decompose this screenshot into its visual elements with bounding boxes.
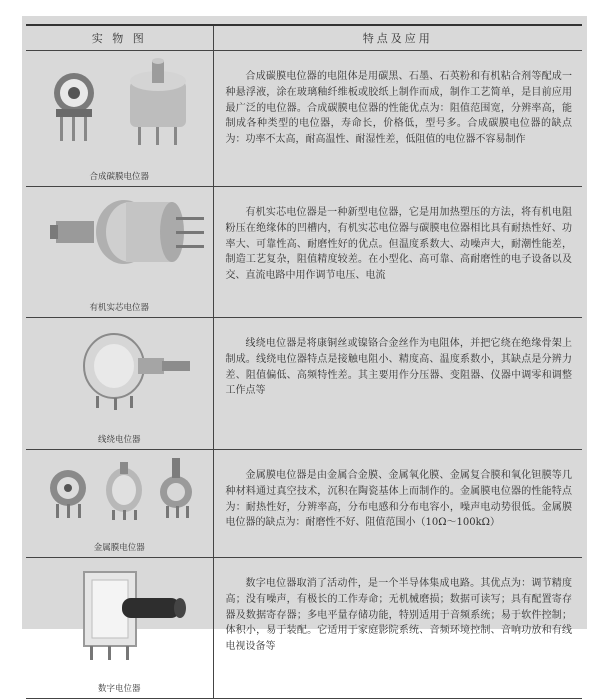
- wirewound-potentiometer-image: [26, 318, 213, 413]
- description-cell: 金属膜电位器是由金属合金膜、金属氧化膜、金属复合膜和氧化钽膜等几种材料通过真空技术，沉积在陶瓷基体上而制作的。金属膜电位器的性能特点为：耐热性好，分辨率高，分布电感和分布电容小，噪声电动势很低。金属膜电位器的缺点为：耐磨性不好、阻值范围小（10Ω～100kΩ）: [213, 450, 582, 558]
- table-row: [26, 450, 582, 558]
- header-features: 特点及应用: [213, 25, 582, 51]
- photo-cell: [26, 318, 213, 450]
- organic-solid-potentiometer-image: [26, 187, 213, 282]
- photo-caption: 线绕电位器: [97, 435, 141, 445]
- description-cell: 合成碳膜电位器的电阻体是用碳黑、石墨、石英粉和有机粘合剂等配成一种悬浮液，涂在玻璃釉纤维板或胶纸上制作而成，制作工艺简单，是目前应用最广泛的电位器。合成碳膜电位器的性能优点为：阻值范围宽，分辨率高，能制成各种类型的电位器，寿命长，价格低，型号多。合成碳膜电位器的缺点为：功率不太高，耐高温性、耐湿性差，低阻值的电位器不容易制作: [213, 51, 582, 187]
- photo-caption: 数字电位器: [97, 684, 141, 694]
- scanned-page: [22, 16, 587, 694]
- photo-cell: [26, 187, 213, 318]
- photo-caption: 金属膜电位器: [93, 543, 145, 553]
- photo-cell: [26, 51, 213, 187]
- description-cell: 数字电位器取消了活动件，是一个半导体集成电路。其优点为：调节精度高；没有噪声，有极长的工作寿命；无机械磨损；数据可读写；具有配置寄存器及数据寄存器；多电平量存储功能，特别适用于音频系统；易于软件控制；体积小，易于装配。它适用于家庭影院系统、音频环境控制、音响功放和有线电视设备等: [213, 558, 582, 699]
- table-row: [26, 318, 582, 450]
- photo-caption: 有机实芯电位器: [89, 303, 149, 313]
- photo-caption: 合成碳膜电位器: [89, 172, 149, 182]
- description-cell: 有机实芯电位器是一种新型电位器，它是用加热塑压的方法，将有机电阻粉压在绝缘体的凹槽内，有机实芯电位器与碳膜电位器相比具有耐热性好、功率大、可靠性高、耐磨性好的优点。但温度系数大、动噪声大，耐潮性能差，制造工艺复杂，阻值精度较差。在小型化、高可靠、高耐磨性的电子设备以及交、直流电路中用作调节电压、电流: [213, 187, 582, 318]
- metal-film-potentiometer-image: [26, 450, 213, 522]
- photo-cell: [26, 450, 213, 558]
- potentiometer-table: [26, 24, 582, 699]
- table-row: [26, 51, 582, 187]
- digital-potentiometer-image: [26, 558, 213, 664]
- table-row: [26, 558, 582, 699]
- photo-cell: [26, 558, 213, 699]
- carbon-film-potentiometer-image: [26, 51, 213, 151]
- description-cell: 线绕电位器是将康铜丝或镍铬合金丝作为电阻体，并把它绕在绝缘骨架上制成。线绕电位器特点是接触电阻小、精度高、温度系数小，其缺点是分辨力差、阻值偏低、高频特性差。其主要用作分压器、变阻器、仪器中调零和调整工作点等: [213, 318, 582, 450]
- header-photo: 实 物 图: [26, 25, 213, 51]
- table-row: [26, 187, 582, 318]
